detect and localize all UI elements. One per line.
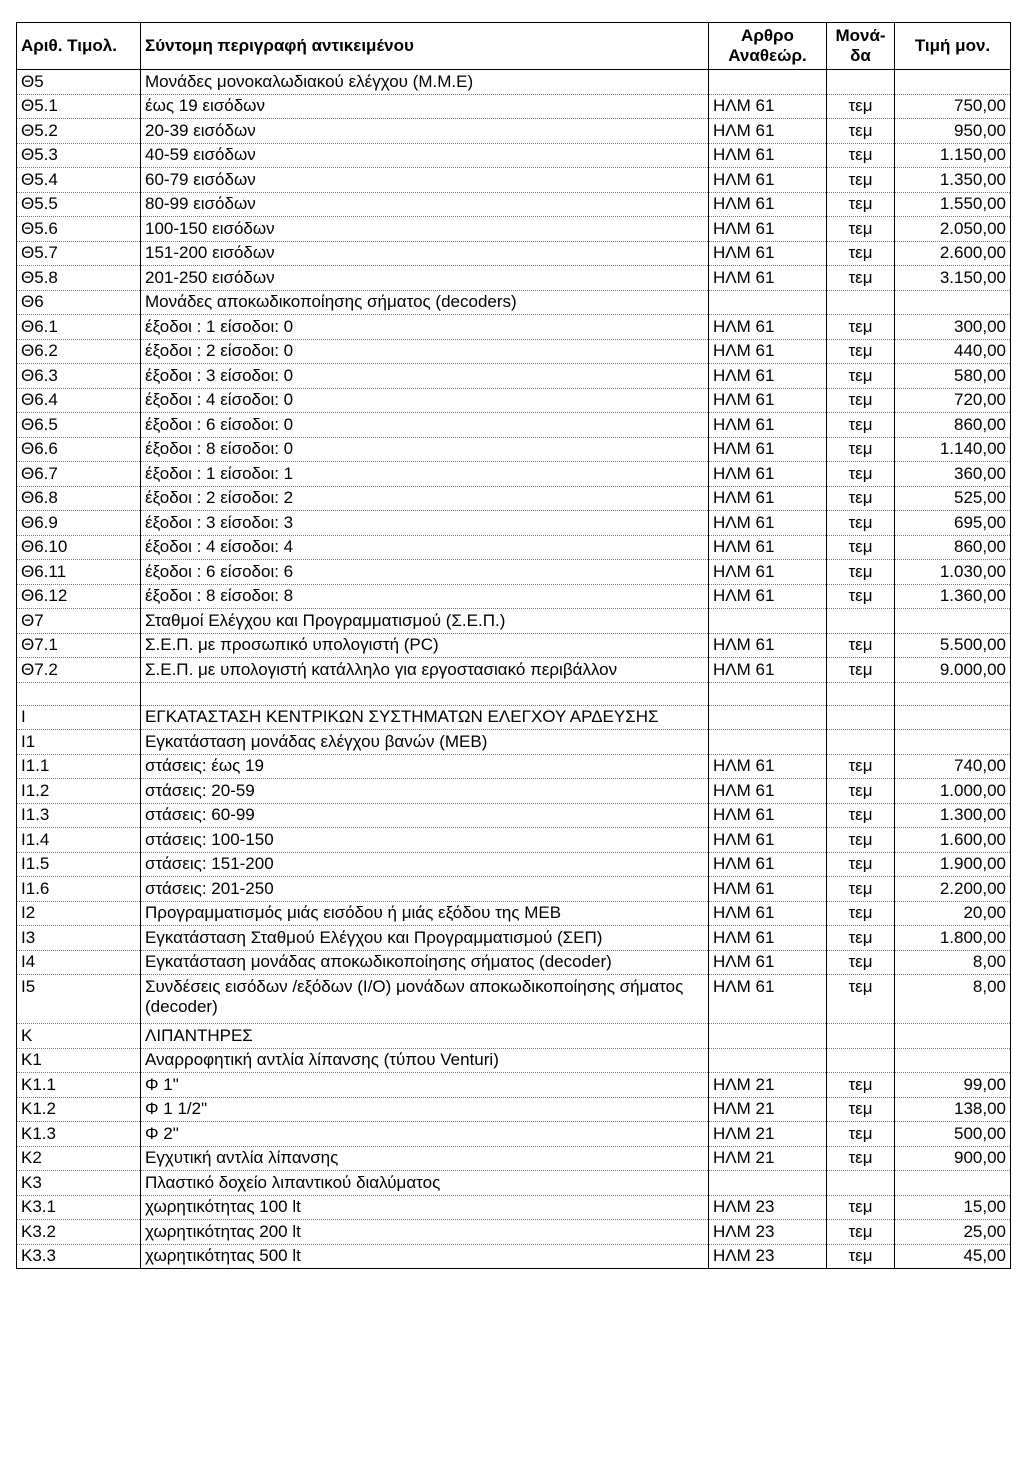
header-unit-price: Τιμή μον. (895, 23, 1011, 70)
code-cell: Θ6.3 (17, 364, 141, 389)
article-cell: ΗΛΜ 61 (709, 511, 827, 536)
group-row (17, 1048, 1011, 1073)
article-cell: ΗΛΜ 61 (709, 143, 827, 168)
table-row (17, 266, 1011, 291)
article-cell: ΗΛΜ 61 (709, 633, 827, 658)
code-cell: Ι1.5 (17, 852, 141, 877)
price-cell: 138,00 (895, 1097, 1011, 1122)
unit-cell: τεμ (827, 754, 895, 779)
price-cell (895, 682, 1011, 705)
code-cell: Κ3.2 (17, 1220, 141, 1245)
table-row (17, 1097, 1011, 1122)
code-cell: Θ6.1 (17, 315, 141, 340)
table-row (17, 192, 1011, 217)
price-cell: 1.150,00 (895, 143, 1011, 168)
article-cell (709, 1171, 827, 1196)
price-cell: 695,00 (895, 511, 1011, 536)
code-cell: Κ3 (17, 1171, 141, 1196)
unit-cell (827, 1048, 895, 1073)
price-cell: 1.600,00 (895, 828, 1011, 853)
article-cell: ΗΛΜ 61 (709, 217, 827, 242)
code-cell: Θ5.1 (17, 94, 141, 119)
unit-cell: τεμ (827, 437, 895, 462)
description-cell: έξοδοι : 4 είσοδοι: 0 (141, 388, 709, 413)
article-cell: ΗΛΜ 61 (709, 803, 827, 828)
description-cell: έξοδοι : 6 είσοδοι: 6 (141, 560, 709, 585)
price-cell: 950,00 (895, 119, 1011, 144)
unit-cell: τεμ (827, 633, 895, 658)
table-row (17, 901, 1011, 926)
article-cell: ΗΛΜ 61 (709, 901, 827, 926)
price-cell: 1.900,00 (895, 852, 1011, 877)
table-row (17, 168, 1011, 193)
description-cell: έξοδοι : 1 είσοδοι: 1 (141, 462, 709, 487)
code-cell: Θ6.12 (17, 584, 141, 609)
article-cell: ΗΛΜ 21 (709, 1073, 827, 1098)
price-cell: 300,00 (895, 315, 1011, 340)
table-row (17, 315, 1011, 340)
table-row (17, 511, 1011, 536)
code-cell: Θ6 (17, 290, 141, 315)
price-cell (895, 70, 1011, 95)
code-cell: Κ1.2 (17, 1097, 141, 1122)
unit-cell: τεμ (827, 779, 895, 804)
unit-cell: τεμ (827, 877, 895, 902)
unit-cell: τεμ (827, 143, 895, 168)
description-cell: χωρητικότητας 200 lt (141, 1220, 709, 1245)
article-cell (709, 682, 827, 705)
code-cell: Θ5.5 (17, 192, 141, 217)
description-cell: Προγραμματισμός μιάς εισόδου ή μιάς εξόδου της ΜΕΒ (141, 901, 709, 926)
unit-cell: τεμ (827, 94, 895, 119)
article-cell (709, 1048, 827, 1073)
price-cell (895, 609, 1011, 634)
article-cell: ΗΛΜ 61 (709, 975, 827, 1024)
code-cell: Ι1.2 (17, 779, 141, 804)
description-cell: στάσεις: 151-200 (141, 852, 709, 877)
table-row (17, 535, 1011, 560)
unit-cell: τεμ (827, 486, 895, 511)
description-cell: ΛΙΠΑΝΤΗΡΕΣ (141, 1024, 709, 1049)
article-cell (709, 730, 827, 755)
table-row (17, 94, 1011, 119)
code-cell: Θ5 (17, 70, 141, 95)
article-cell (709, 70, 827, 95)
description-cell: Εγχυτική αντλία λίπανσης (141, 1146, 709, 1171)
article-cell: ΗΛΜ 61 (709, 364, 827, 389)
header-code: Αριθ. Τιμολ. (17, 23, 141, 70)
description-cell: 100-150 εισόδων (141, 217, 709, 242)
description-cell: Εγκατάσταση Σταθμού Ελέγχου και Προγραμματισμού (ΣΕΠ) (141, 926, 709, 951)
code-cell: Κ2 (17, 1146, 141, 1171)
description-cell: έξοδοι : 3 είσοδοι: 0 (141, 364, 709, 389)
price-cell: 1.000,00 (895, 779, 1011, 804)
price-cell: 8,00 (895, 950, 1011, 975)
unit-cell (827, 70, 895, 95)
unit-cell: τεμ (827, 217, 895, 242)
price-cell: 1.350,00 (895, 168, 1011, 193)
code-cell: Θ6.7 (17, 462, 141, 487)
article-cell: ΗΛΜ 61 (709, 486, 827, 511)
article-cell: ΗΛΜ 61 (709, 168, 827, 193)
price-cell (895, 290, 1011, 315)
code-cell: Θ6.6 (17, 437, 141, 462)
description-cell: στάσεις: 60-99 (141, 803, 709, 828)
article-cell: ΗΛΜ 61 (709, 192, 827, 217)
table-body (17, 70, 1011, 1269)
group-row (17, 1171, 1011, 1196)
article-cell: ΗΛΜ 61 (709, 560, 827, 585)
description-cell (141, 682, 709, 705)
article-cell: ΗΛΜ 61 (709, 241, 827, 266)
table-row (17, 779, 1011, 804)
article-cell: ΗΛΜ 61 (709, 437, 827, 462)
table-row (17, 828, 1011, 853)
unit-cell: τεμ (827, 560, 895, 585)
code-cell: Ι1.1 (17, 754, 141, 779)
article-cell: ΗΛΜ 61 (709, 94, 827, 119)
group-row (17, 290, 1011, 315)
description-cell: έξοδοι : 2 είσοδοι: 2 (141, 486, 709, 511)
section-row (17, 1024, 1011, 1049)
code-cell: Ι4 (17, 950, 141, 975)
table-row (17, 658, 1011, 683)
spacer-row (17, 682, 1011, 705)
unit-cell (827, 609, 895, 634)
header-description: Σύντομη περιγραφή αντικειμένου (141, 23, 709, 70)
code-cell: Κ1.3 (17, 1122, 141, 1147)
price-cell: 580,00 (895, 364, 1011, 389)
unit-cell: τεμ (827, 852, 895, 877)
description-cell: στάσεις: 201-250 (141, 877, 709, 902)
code-cell: Θ5.2 (17, 119, 141, 144)
code-cell: Θ5.3 (17, 143, 141, 168)
table-row (17, 339, 1011, 364)
price-cell: 1.030,00 (895, 560, 1011, 585)
unit-cell: τεμ (827, 339, 895, 364)
table-row (17, 1122, 1011, 1147)
unit-cell: τεμ (827, 535, 895, 560)
article-cell: ΗΛΜ 61 (709, 828, 827, 853)
article-cell: ΗΛΜ 61 (709, 388, 827, 413)
price-cell: 900,00 (895, 1146, 1011, 1171)
price-cell (895, 1171, 1011, 1196)
price-cell: 8,00 (895, 975, 1011, 1024)
description-cell: έξοδοι : 3 είσοδοι: 3 (141, 511, 709, 536)
code-cell: Θ7.2 (17, 658, 141, 683)
article-cell: ΗΛΜ 61 (709, 877, 827, 902)
price-cell: 440,00 (895, 339, 1011, 364)
article-cell: ΗΛΜ 61 (709, 462, 827, 487)
price-cell: 15,00 (895, 1195, 1011, 1220)
code-cell: Κ3.3 (17, 1244, 141, 1269)
unit-cell (827, 705, 895, 730)
description-cell: Εγκατάσταση μονάδας αποκωδικοποίησης σήματος (decoder) (141, 950, 709, 975)
description-cell: 40-59 εισόδων (141, 143, 709, 168)
unit-cell: τεμ (827, 511, 895, 536)
article-cell: ΗΛΜ 61 (709, 658, 827, 683)
code-cell: Θ6.11 (17, 560, 141, 585)
unit-cell: τεμ (827, 192, 895, 217)
article-cell: ΗΛΜ 61 (709, 535, 827, 560)
table-row (17, 388, 1011, 413)
price-cell: 740,00 (895, 754, 1011, 779)
article-cell (709, 705, 827, 730)
price-cell: 360,00 (895, 462, 1011, 487)
group-row (17, 730, 1011, 755)
description-cell: Πλαστικό δοχείο λιπαντικού διαλύματος (141, 1171, 709, 1196)
table-row (17, 950, 1011, 975)
header-unit: Μονά-δα (827, 23, 895, 70)
article-cell: ΗΛΜ 21 (709, 1097, 827, 1122)
price-cell (895, 1048, 1011, 1073)
description-cell: Σ.Ε.Π. με προσωπικό υπολογιστή (PC) (141, 633, 709, 658)
price-cell: 2.600,00 (895, 241, 1011, 266)
unit-cell (827, 290, 895, 315)
unit-cell: τεμ (827, 168, 895, 193)
price-cell (895, 1024, 1011, 1049)
description-cell: 60-79 εισόδων (141, 168, 709, 193)
article-cell (709, 290, 827, 315)
price-cell: 45,00 (895, 1244, 1011, 1269)
description-cell: Σ.Ε.Π. με υπολογιστή κατάλληλο για εργοστασιακό περιβάλλον (141, 658, 709, 683)
price-cell (895, 730, 1011, 755)
code-cell: Θ5.7 (17, 241, 141, 266)
description-cell: Φ 1 1/2" (141, 1097, 709, 1122)
article-cell: ΗΛΜ 61 (709, 315, 827, 340)
article-cell: ΗΛΜ 61 (709, 119, 827, 144)
code-cell (17, 682, 141, 705)
unit-cell: τεμ (827, 462, 895, 487)
code-cell: Ι (17, 705, 141, 730)
description-cell: έξοδοι : 2 είσοδοι: 0 (141, 339, 709, 364)
table-row (17, 633, 1011, 658)
code-cell: Θ7.1 (17, 633, 141, 658)
code-cell: Θ5.8 (17, 266, 141, 291)
unit-cell: τεμ (827, 828, 895, 853)
group-row (17, 609, 1011, 634)
description-cell: 151-200 εισόδων (141, 241, 709, 266)
table-row (17, 584, 1011, 609)
table-row (17, 437, 1011, 462)
table-row (17, 1244, 1011, 1269)
group-row (17, 70, 1011, 95)
table-row (17, 364, 1011, 389)
table-row (17, 975, 1011, 1024)
article-cell: ΗΛΜ 21 (709, 1146, 827, 1171)
unit-cell (827, 682, 895, 705)
article-cell: ΗΛΜ 61 (709, 266, 827, 291)
price-cell: 20,00 (895, 901, 1011, 926)
unit-cell: τεμ (827, 1244, 895, 1269)
table-row (17, 413, 1011, 438)
description-cell: Μονάδες μονοκαλωδιακού ελέγχου (Μ.Μ.Ε) (141, 70, 709, 95)
description-cell: έξοδοι : 1 είσοδοι: 0 (141, 315, 709, 340)
description-cell: έξοδοι : 6 είσοδοι: 0 (141, 413, 709, 438)
article-cell: ΗΛΜ 21 (709, 1122, 827, 1147)
table-row (17, 852, 1011, 877)
article-cell: ΗΛΜ 61 (709, 413, 827, 438)
price-cell: 1.360,00 (895, 584, 1011, 609)
unit-cell (827, 1171, 895, 1196)
price-cell: 1.300,00 (895, 803, 1011, 828)
unit-cell: τεμ (827, 901, 895, 926)
price-cell: 99,00 (895, 1073, 1011, 1098)
description-cell: Αναρροφητική αντλία λίπανσης (τύπου Venturi) (141, 1048, 709, 1073)
table-row (17, 1195, 1011, 1220)
unit-cell: τεμ (827, 926, 895, 951)
unit-cell: τεμ (827, 803, 895, 828)
description-cell: Συνδέσεις εισόδων /εξόδων (Ι/Ο) μονάδων αποκωδικοποίησης σήματος (decoder) (141, 975, 709, 1024)
code-cell: Κ1.1 (17, 1073, 141, 1098)
table-row (17, 1146, 1011, 1171)
table-row (17, 241, 1011, 266)
description-cell: ΕΓΚΑΤΑΣΤΑΣΗ ΚΕΝΤΡΙΚΩΝ ΣΥΣΤΗΜΑΤΩΝ ΕΛΕΓΧΟΥ ΑΡΔΕΥΣΗΣ (141, 705, 709, 730)
description-cell: χωρητικότητας 500 lt (141, 1244, 709, 1269)
unit-cell: τεμ (827, 1146, 895, 1171)
price-cell: 720,00 (895, 388, 1011, 413)
price-cell: 500,00 (895, 1122, 1011, 1147)
description-cell: στάσεις: 100-150 (141, 828, 709, 853)
code-cell: Θ5.4 (17, 168, 141, 193)
table-row (17, 486, 1011, 511)
price-cell: 860,00 (895, 535, 1011, 560)
price-cell: 2.050,00 (895, 217, 1011, 242)
table-row (17, 754, 1011, 779)
article-cell (709, 609, 827, 634)
code-cell: Θ6.8 (17, 486, 141, 511)
unit-cell: τεμ (827, 658, 895, 683)
description-cell: Φ 2" (141, 1122, 709, 1147)
table-row (17, 217, 1011, 242)
unit-cell: τεμ (827, 266, 895, 291)
article-cell: ΗΛΜ 61 (709, 584, 827, 609)
code-cell: Ι1 (17, 730, 141, 755)
unit-cell: τεμ (827, 241, 895, 266)
code-cell: Κ3.1 (17, 1195, 141, 1220)
article-cell: ΗΛΜ 61 (709, 779, 827, 804)
code-cell: Θ5.6 (17, 217, 141, 242)
unit-cell: τεμ (827, 364, 895, 389)
unit-cell: τεμ (827, 1073, 895, 1098)
table-header-row (17, 23, 1011, 70)
unit-cell: τεμ (827, 315, 895, 340)
description-cell: έξοδοι : 4 είσοδοι: 4 (141, 535, 709, 560)
description-cell: Σταθμοί Ελέγχου και Προγραμματισμού (Σ.Ε.Π.) (141, 609, 709, 634)
article-cell: ΗΛΜ 61 (709, 950, 827, 975)
price-cell: 1.800,00 (895, 926, 1011, 951)
description-cell: στάσεις: έως 19 (141, 754, 709, 779)
code-cell: Θ7 (17, 609, 141, 634)
unit-cell: τεμ (827, 584, 895, 609)
price-table (16, 22, 1011, 1269)
code-cell: Ι3 (17, 926, 141, 951)
code-cell: Ι1.6 (17, 877, 141, 902)
code-cell: Ι2 (17, 901, 141, 926)
price-cell: 2.200,00 (895, 877, 1011, 902)
description-cell: Μονάδες αποκωδικοποίησης σήματος (decoders) (141, 290, 709, 315)
section-row (17, 705, 1011, 730)
price-cell: 860,00 (895, 413, 1011, 438)
unit-cell: τεμ (827, 1097, 895, 1122)
unit-cell: τεμ (827, 1122, 895, 1147)
price-cell: 25,00 (895, 1220, 1011, 1245)
unit-cell: τεμ (827, 1195, 895, 1220)
description-cell: 20-39 εισόδων (141, 119, 709, 144)
table-row (17, 143, 1011, 168)
code-cell: Θ6.10 (17, 535, 141, 560)
price-cell (895, 705, 1011, 730)
article-cell: ΗΛΜ 61 (709, 852, 827, 877)
table-row (17, 560, 1011, 585)
description-cell: στάσεις: 20-59 (141, 779, 709, 804)
price-cell: 525,00 (895, 486, 1011, 511)
article-cell: ΗΛΜ 61 (709, 754, 827, 779)
code-cell: Θ6.4 (17, 388, 141, 413)
unit-cell: τεμ (827, 119, 895, 144)
code-cell: Θ6.9 (17, 511, 141, 536)
price-cell: 5.500,00 (895, 633, 1011, 658)
description-cell: 80-99 εισόδων (141, 192, 709, 217)
unit-cell: τεμ (827, 413, 895, 438)
code-cell: Κ1 (17, 1048, 141, 1073)
description-cell: Εγκατάσταση μονάδας ελέγχου βανών (ΜΕΒ) (141, 730, 709, 755)
article-cell: ΗΛΜ 61 (709, 926, 827, 951)
description-cell: χωρητικότητας 100 lt (141, 1195, 709, 1220)
description-cell: έως 19 εισόδων (141, 94, 709, 119)
description-cell: 201-250 εισόδων (141, 266, 709, 291)
article-cell: ΗΛΜ 23 (709, 1195, 827, 1220)
code-cell: Ι5 (17, 975, 141, 1024)
price-cell: 1.550,00 (895, 192, 1011, 217)
unit-cell: τεμ (827, 975, 895, 1024)
description-cell: έξοδοι : 8 είσοδοι: 8 (141, 584, 709, 609)
table-row (17, 119, 1011, 144)
code-cell: Ι1.4 (17, 828, 141, 853)
table-row (17, 926, 1011, 951)
code-cell: Θ6.2 (17, 339, 141, 364)
table-row (17, 803, 1011, 828)
unit-cell: τεμ (827, 950, 895, 975)
code-cell: Θ6.5 (17, 413, 141, 438)
article-cell (709, 1024, 827, 1049)
table-row (17, 877, 1011, 902)
price-cell: 1.140,00 (895, 437, 1011, 462)
description-cell: έξοδοι : 8 είσοδοι: 0 (141, 437, 709, 462)
unit-cell: τεμ (827, 1220, 895, 1245)
code-cell: Κ (17, 1024, 141, 1049)
header-article: Αρθρο Αναθεώρ. (709, 23, 827, 70)
price-cell: 750,00 (895, 94, 1011, 119)
description-cell: Φ 1" (141, 1073, 709, 1098)
price-cell: 3.150,00 (895, 266, 1011, 291)
article-cell: ΗΛΜ 23 (709, 1220, 827, 1245)
table-row (17, 1073, 1011, 1098)
table-row (17, 1220, 1011, 1245)
article-cell: ΗΛΜ 23 (709, 1244, 827, 1269)
unit-cell (827, 1024, 895, 1049)
code-cell: Ι1.3 (17, 803, 141, 828)
unit-cell: τεμ (827, 388, 895, 413)
article-cell: ΗΛΜ 61 (709, 339, 827, 364)
unit-cell (827, 730, 895, 755)
table-row (17, 462, 1011, 487)
price-cell: 9.000,00 (895, 658, 1011, 683)
